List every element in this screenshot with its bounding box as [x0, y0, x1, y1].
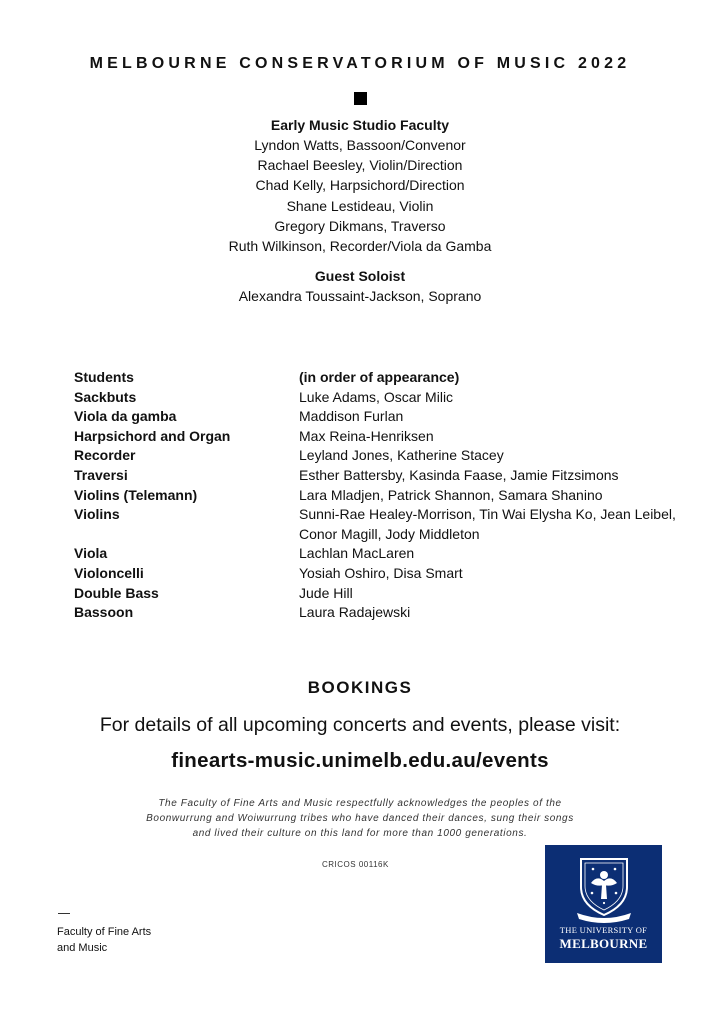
- students-heading: Students: [74, 369, 134, 385]
- faculty-footer-line: and Music: [57, 942, 108, 954]
- bookings-details: For details of all upcoming concerts and events, please visit:: [99, 714, 621, 736]
- performer-names: Jude Hill: [299, 584, 353, 601]
- faculty-member: Shane Lestideau, Violin: [286, 198, 434, 214]
- page-header: MELBOURNE CONSERVATORIUM OF MUSIC 2022: [89, 55, 631, 72]
- instrument-label: Violoncelli: [74, 564, 144, 581]
- square-ornament-icon: [354, 92, 367, 105]
- performer-names: Laura Radajewski: [299, 604, 411, 621]
- performer-names: Lara Mladjen, Patrick Shannon, Samara Shanino: [299, 486, 603, 503]
- instrument-label: Double Bass: [74, 584, 159, 601]
- roster-row: [74, 427, 714, 447]
- roster-row: [74, 486, 714, 506]
- roster-row: [74, 407, 714, 427]
- roster-heading-row: [74, 368, 714, 388]
- instrument-label: Viola da gamba: [74, 408, 177, 425]
- instrument-label: [74, 525, 299, 545]
- faculty-footer: [57, 924, 187, 956]
- instrument-label: Viola: [74, 545, 108, 562]
- performer-names: Esther Battersby, Kasinda Faase, Jamie Fitzsimons: [299, 466, 619, 483]
- roster-row: [74, 388, 714, 408]
- logo-line-1: THE UNIVERSITY OF: [559, 925, 648, 935]
- cricos-code: CRICOS 00116K: [322, 860, 389, 869]
- instrument-label: Sackbuts: [74, 388, 137, 405]
- footer-rule: [58, 913, 70, 914]
- roster-row: [74, 584, 714, 604]
- faculty-member: Ruth Wilkinson, Recorder/Viola da Gamba: [228, 238, 492, 254]
- roster-row: [74, 544, 714, 564]
- faculty-footer-line: Faculty of Fine Arts: [57, 926, 152, 938]
- crest-icon: [573, 853, 635, 923]
- performer-names: Leyland Jones, Katherine Stacey: [299, 447, 504, 464]
- roster-row: [74, 564, 714, 584]
- acknowledgement-line: and lived their culture on this land for more than 1000 generations.: [192, 828, 528, 839]
- performer-names: Sunni-Rae Healey-Morrison, Tin Wai Elysha Ko, Jean Leibel,: [299, 506, 676, 523]
- logo-line-2: MELBOURNE: [559, 936, 648, 951]
- performer-names: Luke Adams, Oscar Milic: [299, 388, 454, 405]
- performer-names: Max Reina-Henriksen: [299, 427, 434, 444]
- bookings-title: BOOKINGS: [307, 678, 413, 697]
- acknowledgement-line: Boonwurrung and Woiwurrung tribes who have danced their dances, sung their songs: [146, 813, 574, 824]
- faculty-title: Early Music Studio Faculty: [270, 117, 450, 133]
- university-logo: [545, 845, 662, 963]
- order-note: (in order of appearance): [299, 369, 460, 385]
- instrument-label: Bassoon: [74, 604, 134, 621]
- performer-names: Conor Magill, Jody Middleton: [299, 525, 480, 542]
- roster-row: [74, 525, 714, 545]
- instrument-label: Harpsichord and Organ: [74, 427, 231, 444]
- instrument-label: Recorder: [74, 447, 136, 464]
- acknowledgement: [120, 796, 600, 841]
- faculty-member: Lyndon Watts, Bassoon/Convenor: [254, 137, 466, 153]
- guest-name: Alexandra Toussaint-Jackson, Soprano: [238, 288, 482, 304]
- student-roster: [74, 368, 714, 623]
- roster-row: [74, 466, 714, 486]
- performer-names: Yosiah Oshiro, Disa Smart: [299, 564, 463, 581]
- instrument-label: Violins: [74, 506, 120, 523]
- roster-row: [74, 446, 714, 466]
- events-link[interactable]: finearts-music.unimelb.edu.au/events: [171, 749, 549, 772]
- faculty-member: Chad Kelly, Harpsichord/Direction: [255, 177, 465, 193]
- roster-row: [74, 603, 714, 623]
- performer-names: Lachlan MacLaren: [299, 545, 415, 562]
- instrument-label: Traversi: [74, 466, 128, 483]
- guest-title: Guest Soloist: [314, 268, 406, 284]
- instrument-label: Violins (Telemann): [74, 486, 198, 503]
- faculty-member: Gregory Dikmans, Traverso: [274, 218, 446, 234]
- acknowledgement-line: The Faculty of Fine Arts and Music respectfully acknowledges the peoples of the: [158, 798, 562, 809]
- roster-row: [74, 505, 714, 525]
- faculty-member: Rachael Beesley, Violin/Direction: [257, 157, 463, 173]
- performer-names: Maddison Furlan: [299, 408, 404, 425]
